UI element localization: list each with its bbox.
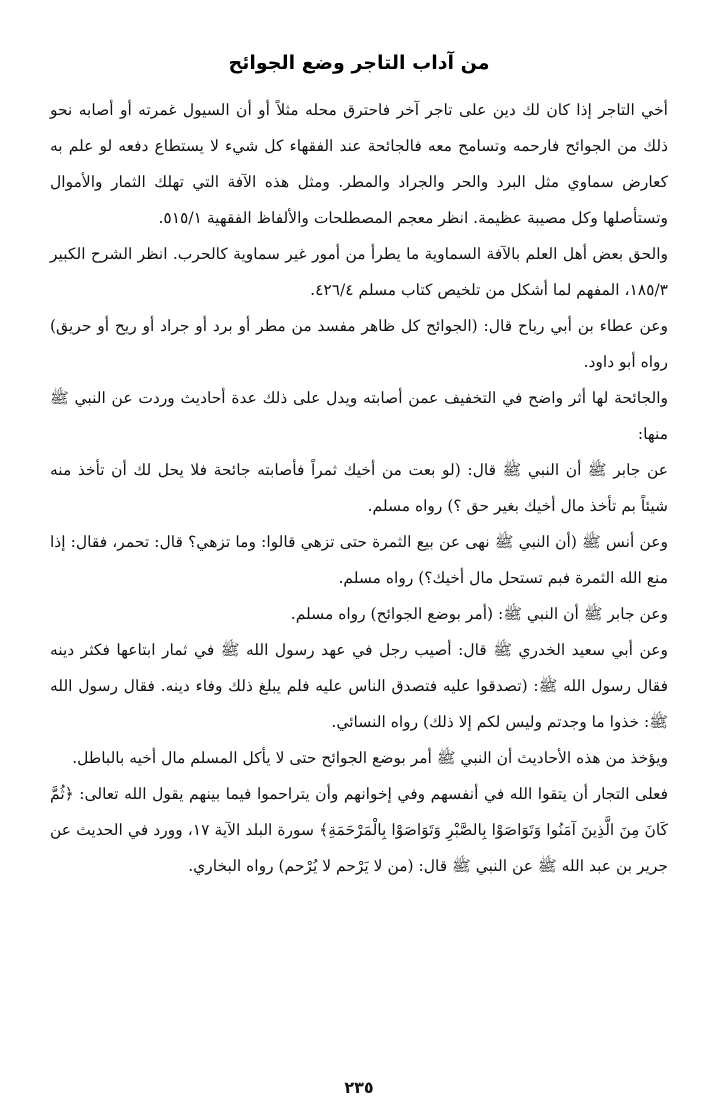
paragraph-ata-narration: وعن عطاء بن أبي رباح قال: (الجوائح كل ظاهر مفسد من مطر أو برد أو جراد أو ريح أو حريق) رواه أبو داود. <box>50 317 668 371</box>
paragraph-abu-said-hadith: وعن أبي سعيد الخدري ﷺ قال: أصيب رجل في عهد رسول الله ﷺ في ثمار ابتاعها فكثر دينه فقال رسول الله ﷺ: (تصدقوا عليه فتصدق الناس عليه فلم يبلغ ذلك وفاء دينه. فقال رسول الله ﷺ: خذوا ما وجدتم وليس لكم إلا ذلك) رواه النسائي. <box>50 641 668 731</box>
paragraph-jabir-hadith-1: عن جابر ﷺ أن النبي ﷺ قال: (لو بعت من أخيك ثمراً فأصابته جائحة فلا يحل لك أن تأخذ منه شيئاً بم تأخذ مال أخيك بغير حق ؟) رواه مسلم. <box>50 461 668 515</box>
paragraph-conclusion: ويؤخذ من هذه الأحاديث أن النبي ﷺ أمر بوضع الجوائح حتى لا يأكل المسلم مال أخيه بالباطل. <box>72 749 668 767</box>
paragraph-jabir-hadith-2: وعن جابر ﷺ أن النبي ﷺ: (أمر بوضع الجوائح) رواه مسلم. <box>290 605 668 623</box>
paragraph-scholars-addition: والحق بعض أهل العلم بالآفة السماوية ما يطرأ من أمور غير سماوية كالحرب. انظر الشرح الكبير ١٨٥/٣، المفهم لما أشكل من تلخيص كتاب مسلم ٤٢٦/٤. <box>50 245 668 299</box>
page-title: من آداب التاجر وضع الجوائح <box>228 52 490 74</box>
paragraph-merchants-advice: فعلى التجار أن يتقوا الله في أنفسهم وفي إخوانهم وأن يتراحموا فيما بينهم يقول الله تعالى: ﴿ثُمَّ كَانَ مِنَ الَّذِينَ آمَنُوا وَتَوَاصَوْا بِالصَّبْرِ وَتَوَاصَوْا بِالْمَرْحَمَةِ﴾ سورة البلد الآية ١٧، وورد في الحديث عن جرير بن عبد الله ﷺ عن النبي ﷺ قال: (من لا يَرْحم لا يُرْحم) رواه البخاري. <box>50 785 668 875</box>
paragraph-definition: أخي التاجر إذا كان لك دين على تاجر آخر فاحترق محله مثلاً أو أن السيول غمرته أو أصابه نحو ذلك من الجوائح فارحمه وتسامح معه فالجائحة عند الفقهاء كل شيء لا يستطاع دفعه لو علم به كعارض سماوي مثل البرد والحر والجراد والمطر. ومثل هذه الآفة التي تهلك الثمار والأموال وتستأصلها وكل مصيبة عظيمة. انظر معجم المصطلحات والألفاظ الفقهية ٥١٥/١. <box>50 101 668 227</box>
paragraph-effect-of-jaiha: والجائحة لها أثر واضح في التخفيف عمن أصابته ويدل على ذلك عدة أحاديث وردت عن النبي ﷺ منها: <box>50 389 668 443</box>
document-body <box>50 92 668 884</box>
page-number: ٢٣٥ <box>344 1078 374 1097</box>
paragraph-anas-hadith: وعن أنس ﷺ (أن النبي ﷺ نهى عن بيع الثمرة حتى تزهي قالوا: وما تزهي؟ قال: تحمر، فقال: إذا منع الله الثمرة فبم تستحل مال أخيك؟) رواه مسلم. <box>50 533 668 587</box>
